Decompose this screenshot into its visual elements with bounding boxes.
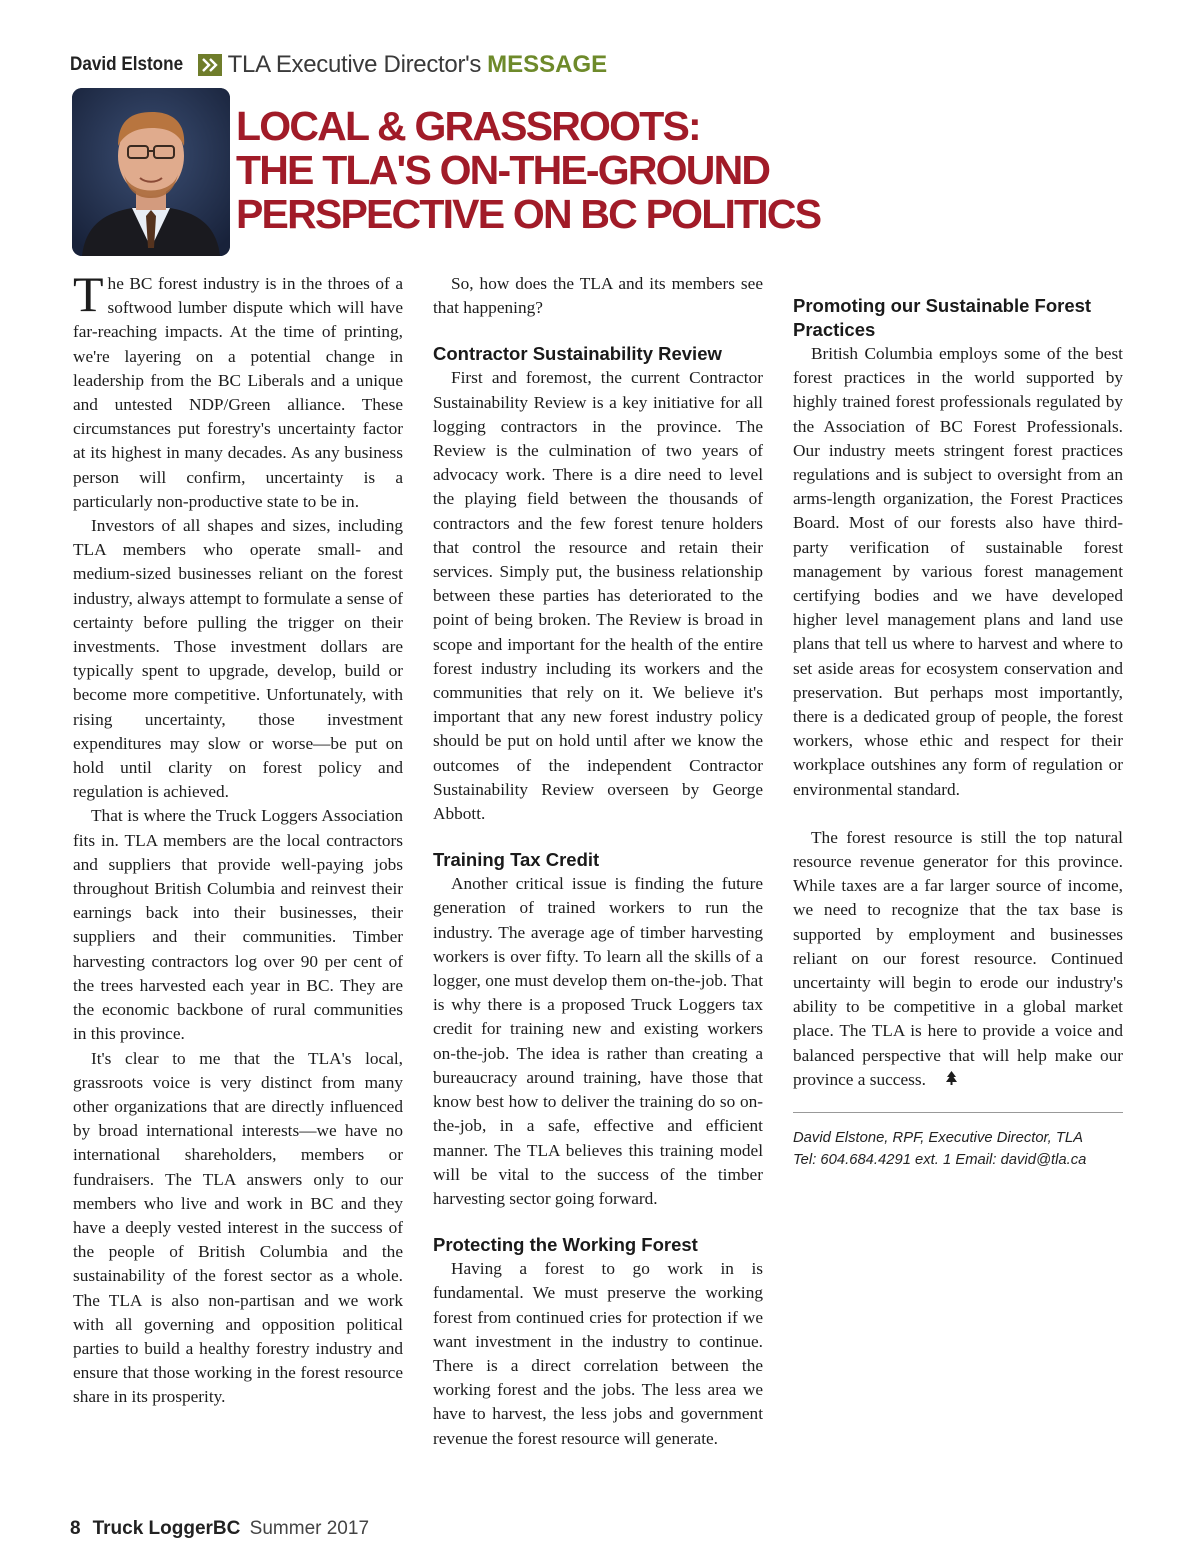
subhead-contractor-review: Contractor Sustainability Review [433, 343, 722, 365]
paragraph: So, how does the TLA and its members see that happening? [433, 274, 763, 318]
paragraph-intro-text: he BC forest industry is in the throes of a softwood lumber dispute which will have far-reaching impacts. At the time of printing, we're layering on a potential change in leadership from the BC Liberals and a unique and untested NDP/Green alliance. These circumstances put forestry's uncertainty factor at its highest in many decades. As any business person will confirm, uncertainty is a particularly non-productive state to be in. [73, 274, 403, 511]
article-column-1 [73, 266, 404, 1410]
signature-contact: Tel: 604.684.4291 ext. 1 Email: david@tla.ca [793, 1152, 1087, 1169]
subhead-working-forest: Protecting the Working Forest [433, 1234, 698, 1256]
paragraph-closing [793, 826, 1123, 1092]
paragraph: British Columbia employs some of the best forest practices in the world supported by highly trained forest professionals regulated by the Association of BC Forest Professionals. Our industry meets stringent forest practices regulations and is subject to oversight from an arms-length organization, the Forest Practices Board. Most of our forests also have third-party verification of sustainable forest management by various forest management certifying bodies and we have developed higher level management plans and land use plans that tell us where to harvest and where to set aside areas for ecosystem conservation and preservation. But perhaps most importantly, there is a dedicated group of people, the forest workers, whose ethic and respect for their workplace outshines any form of regulation or environmental standard. [793, 344, 1123, 799]
signature-divider [793, 1112, 1123, 1113]
header-message: MESSAGE [487, 51, 608, 78]
paragraph-working-forest-start: Having a forest to go work in is fundamental. We must preserve the working forest from continued cries for protection if we want investment in the industry to continue. There is a direct correlation between the working forest and the jobs. The less area we have to harvest, the less jobs and government revenue the forest resource will generate. [433, 1259, 763, 1448]
subhead-sustainable-practices: Promoting our Sustainable Forest Practices [793, 295, 1092, 340]
article-headline [236, 104, 956, 236]
page-footer [70, 1518, 369, 1540]
paragraph: Another critical issue is finding the future generation of trained workers to run the industry. The average age of timber harvesting workers is over fifty. To learn all the skills of a logger, one must develop them on-the-job. That is why there is a proposed Truck Loggers tax credit for training new and existing workers on-the-job. The idea is rather than creating a bureaucracy around training, have those that know best how to deliver the training do so on-the-job, in a safe, effective and efficient manner. The TLA believes this training model will be vital to the success of the timber harvesting sector going forward. [433, 874, 763, 1208]
headline-line-2: THE TLA'S ON-THE-GROUND [236, 147, 770, 193]
paragraph: First and foremost, the current Contractor Sustainability Review is a key initiative for all logging contractors in the province. The Review is the culmination of two years of advocacy work. There is a dire need to level the playing field between the thousands of contractors and the few forest tenure holders that control the resource and retain their services. Simply put, the business relationship between these parties has deteriorated to the point of being broken. The Review is broad in scope and important for the health of the entire forest industry including its workers and the communities that rely on it. We believe it's important that any new forest industry policy should be put on hold until after we know the outcomes of the independent Contractor Sustainability Review overseen by George Abbott. [433, 368, 763, 824]
signature-name: David Elstone, RPF, Executive Director, TLA [793, 1130, 1084, 1147]
article-column-3 [793, 272, 1123, 1171]
publication-name: Truck LoggerBC [92, 1518, 241, 1539]
closing-text: The forest resource is still the top natural resource revenue generator for this province. While taxes are a far larger source of income, we need to recognize that the tax base is supported by employment and businesses reliant on our forest resource. Continued uncertainty will begin to erode our industry's ability to be competitive in a global market place. The TLA is here to provide a voice and balanced perspective that will help make our province a success. [793, 827, 1123, 1089]
author-portrait [72, 88, 230, 256]
tree-end-icon [928, 1068, 957, 1092]
drop-cap: T [73, 266, 104, 322]
paragraph: That is where the Truck Loggers Association fits in. TLA members are the local contractors and suppliers that provide well-paying jobs throughout British Columbia and reinvest their earnings back into their businesses, their suppliers and their communities. Timber harvesting contractors log over 90 per cent of the trees harvested each year in BC. They are the economic backbone of rural communities in this province. [73, 806, 403, 1044]
subhead-training-tax-credit: Training Tax Credit [433, 849, 600, 871]
header-author: David Elstone [70, 54, 184, 75]
headline-line-1: LOCAL & GRASSROOTS: [236, 103, 700, 149]
paragraph: It's clear to me that the TLA's local, grassroots voice is very distinct from many other organizations that are directly influenced by broad international interests—we have no international shareholders, members or fundraisers. The TLA answers only to our members who live and work in BC and they have a deeply vested interest in the success of the people of British Columbia and the sustainability of the forest sector as a whole. The TLA is also non-partisan and we work with all governing and opposition political parties to build a healthy forestry industry and ensure that those working in the forest resource share in its prosperity. [73, 1048, 403, 1407]
double-chevron-icon [198, 54, 222, 76]
headline-line-3: PERSPECTIVE ON BC POLITICS [236, 191, 821, 237]
issue-date: Summer 2017 [249, 1518, 370, 1539]
header-title: TLA Executive Director's [227, 51, 482, 78]
paragraph: Investors of all shapes and sizes, including TLA members who operate small- and medium-sized businesses reliant on the forest industry, always attempt to formulate a sense of certainty before pulling the trigger on their investments. Those investment dollars are typically spent to upgrade, develop, build or become more competitive. Unfortunately, with rising uncertainty, those investment expenditures may slow or worse—be put on hold until clarity on forest policy and regulation is achieved. [73, 516, 404, 802]
section-header [70, 50, 607, 80]
paragraph-intro [73, 266, 403, 514]
article-column-2 [433, 272, 763, 1451]
page-number: 8 [70, 1518, 81, 1539]
